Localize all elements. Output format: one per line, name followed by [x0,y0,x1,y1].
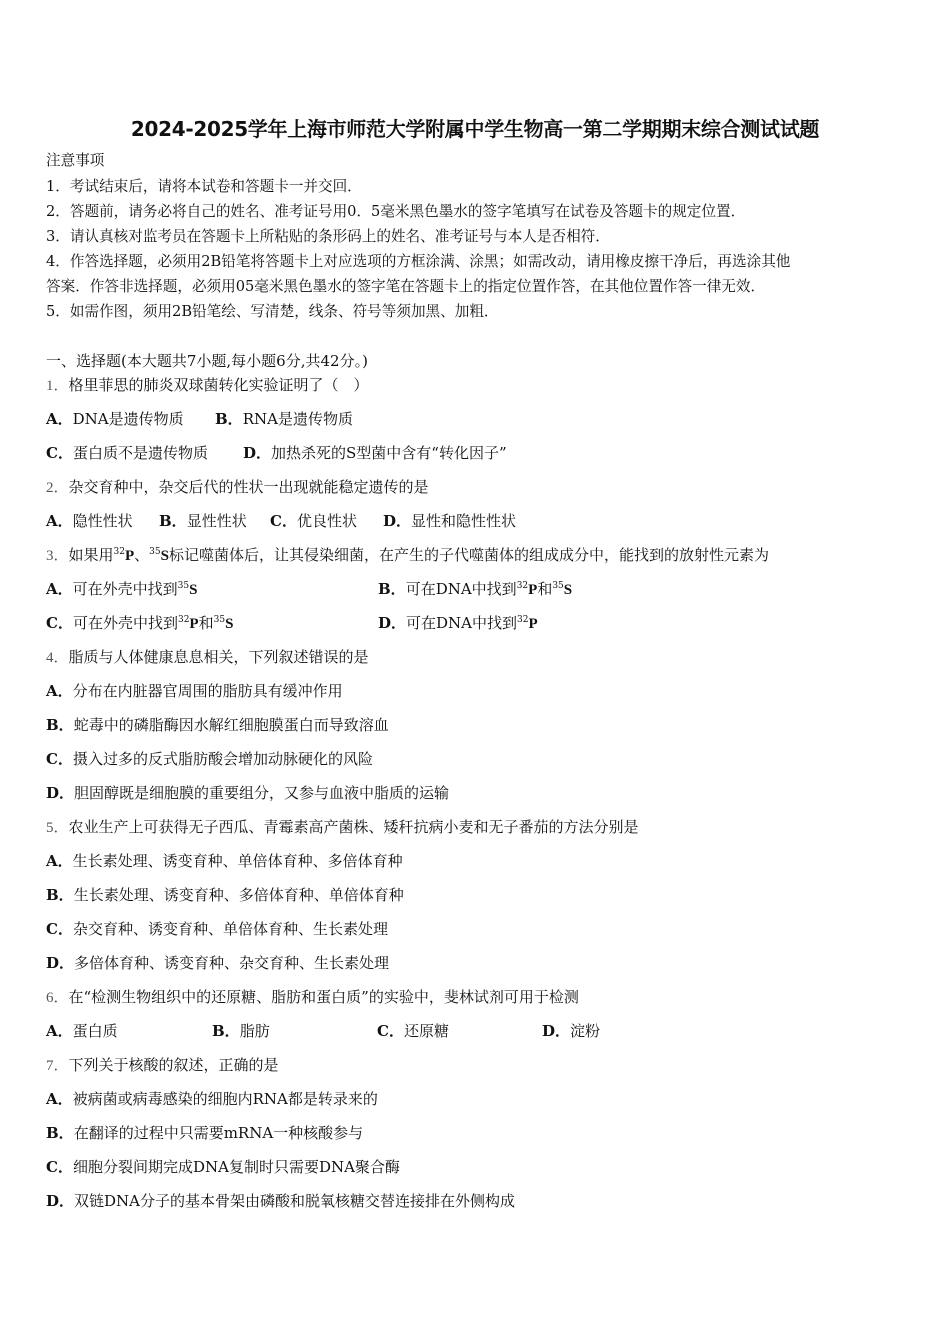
element-symbol: P [189,616,199,632]
question-2 [46,477,429,498]
notice-item: 答案．作答非选择题，必须用05毫米黑色墨水的签字笔在答题卡上的指定位置作答，在其他位置作答一律无效． [46,278,766,295]
option-text: 胆固醇既是细胞膜的重要组分，又参与血液中脂质的运输 [74,784,450,802]
option-3b[interactable] [378,579,572,600]
option-text: 显性性状 [186,512,247,530]
option-text: 显性和隐性性状 [411,512,517,530]
option-3c[interactable] [46,613,233,634]
element-symbol: S [189,582,198,598]
option-letter: D． [46,1192,75,1210]
option-6c[interactable] [377,1021,449,1041]
option-text: 可在DNA中找到 [406,614,518,632]
option-5d[interactable] [46,953,389,973]
option-3a[interactable] [46,579,197,600]
option-letter: C． [46,920,73,938]
element-symbol: S [563,582,573,598]
question-3 [46,545,769,566]
option-text: RNA是遗传物质 [242,410,353,428]
option-6a[interactable] [46,1021,118,1041]
option-5b[interactable] [46,885,404,905]
option-5a[interactable] [46,851,403,871]
option-text: 在翻译的过程中只需要mRNA一种核酸参与 [73,1124,364,1142]
option-4b[interactable] [46,715,389,735]
option-text: 可在外壳中找到 [72,614,178,632]
option-letter: A． [46,852,73,870]
option-1a[interactable] [46,409,184,429]
question-5 [46,817,639,838]
option-letter: B． [46,716,74,734]
option-letter: B． [46,1124,74,1142]
option-4a[interactable] [46,681,343,701]
option-letter: C． [270,512,297,530]
question-7 [46,1055,279,1076]
option-letter: D． [243,444,272,462]
isotope-mass: 32 [113,547,125,557]
notice-item: 1．考试结束后，请将本试卷和答题卡一并交回． [46,178,362,195]
option-4d[interactable] [46,783,449,803]
question-4 [46,647,369,668]
question-stem: 如果用 [68,546,114,564]
option-letter: A． [46,1022,73,1040]
option-2d[interactable] [383,511,516,531]
isotope-mass: 35 [149,547,161,557]
option-letter: C． [46,1158,73,1176]
option-text: 优良性状 [296,512,357,530]
option-7b[interactable] [46,1123,363,1143]
question-stem: 在“检测生物组织中的还原糖、脂肪和蛋白质”的实验中，斐林试剂可用于检测 [68,988,579,1006]
option-5c[interactable] [46,919,388,939]
option-4c[interactable] [46,749,373,769]
option-6b[interactable] [212,1021,270,1041]
question-1 [46,375,369,396]
option-text: 淀粉 [570,1022,601,1040]
isotope-mass: 32 [517,615,529,625]
notice-item: 4．作答选择题，必须用2B铅笔将答题卡上对应选项的方框涂满、涂黑；如需改动，请用橡皮擦干净后，再选涂其他 [46,253,791,270]
conjunction: 和 [198,614,214,632]
option-letter: A． [46,410,73,428]
isotope-mass: 32 [516,581,529,591]
option-letter: A． [46,580,73,598]
option-7a[interactable] [46,1089,378,1109]
question-number: 5． [46,820,69,836]
option-letter: B． [46,886,74,904]
option-letter: D． [542,1022,571,1040]
question-stem: 格里菲思的肺炎双球菌转化实验证明了（ ） [68,376,369,394]
question-stem: 农业生产上可获得无子西瓜、青霉素高产菌株、矮秆抗病小麦和无子番茄的方法分别是 [68,818,639,836]
element-symbol: S [160,548,169,564]
option-7d[interactable] [46,1191,515,1211]
option-text: 杂交育种、诱变育种、单倍体育种、生长素处理 [72,920,388,938]
option-letter: D． [46,954,75,972]
option-2a[interactable] [46,511,133,531]
option-text: 生长素处理、诱变育种、单倍体育种、多倍体育种 [72,852,403,870]
option-text: 隐性性状 [72,512,133,530]
option-letter: A． [46,512,73,530]
option-text: 脂肪 [239,1022,270,1040]
option-letter: B． [212,1022,240,1040]
option-6d[interactable] [542,1021,600,1041]
option-text: 蛋白质 [72,1022,118,1040]
option-1c[interactable] [46,443,208,463]
isotope-mass: 35 [552,581,564,591]
element-symbol: S [225,616,234,632]
question-stem: 脂质与人体健康息息相关，下列叙述错误的是 [68,648,369,666]
option-text: 蛋白质不是遗传物质 [72,444,208,462]
option-letter: D． [378,614,407,632]
notice-heading: 注意事项 [46,152,105,169]
option-text: 加热杀死的S型菌中含有“转化因子” [271,444,507,462]
question-number: 2． [46,480,69,496]
option-letter: A． [46,1090,73,1108]
option-text: 还原糖 [403,1022,449,1040]
option-text: 分布在内脏器官周围的脂肪具有缓冲作用 [72,682,343,700]
option-3d[interactable] [378,613,538,634]
isotope-mass: 35 [213,615,226,625]
notice-item: 5．如需作图，须用2B铅笔绘、写清楚，线条、符号等须加黑、加粗． [46,303,499,320]
question-number: 4． [46,650,69,666]
option-text: 可在外壳中找到 [72,580,178,598]
option-2c[interactable] [270,511,357,531]
option-text: 双链DNA分子的基本骨架由磷酸和脱氧核糖交替连接排在外侧构成 [74,1192,516,1210]
option-letter: D． [383,512,412,530]
conjunction: 和 [537,580,553,598]
option-7c[interactable] [46,1157,400,1177]
question-stem: 杂交育种中，杂交后代的性状一出现就能稳定遗传的是 [68,478,429,496]
option-letter: C． [377,1022,404,1040]
option-text: DNA是遗传物质 [72,410,184,428]
option-text: 细胞分裂间期完成DNA复制时只需要DNA聚合酶 [72,1158,400,1176]
option-1d[interactable] [243,443,507,463]
question-number: 1． [46,378,69,394]
option-letter: A． [46,682,73,700]
element-symbol: P [528,616,538,632]
question-number: 3． [46,548,69,564]
question-6 [46,987,579,1008]
option-letter: B． [215,410,243,428]
option-letter: B． [378,580,406,598]
option-text: 被病菌或病毒感染的细胞内RNA都是转录来的 [72,1090,378,1108]
option-letter: C． [46,750,73,768]
option-letter: C． [46,614,73,632]
option-text: 可在DNA中找到 [405,580,517,598]
isotope-mass: 35 [177,581,190,591]
element-symbol: P [528,582,538,598]
notice-item: 2．答题前，请务必将自己的姓名、准考证号用0．5毫米黑色墨水的签字笔填写在试卷及答题卡的规定位置． [46,203,746,220]
option-text: 生长素处理、诱变育种、多倍体育种、单倍体育种 [73,886,404,904]
option-letter: C． [46,444,73,462]
option-text: 多倍体育种、诱变育种、杂交育种、生长素处理 [74,954,390,972]
question-stem: 下列关于核酸的叙述，正确的是 [68,1056,279,1074]
question-number: 6． [46,990,69,1006]
option-2b[interactable] [159,511,247,531]
option-letter: D． [46,784,75,802]
option-text: 摄入过多的反式脂肪酸会增加动脉硬化的风险 [72,750,373,768]
section-heading: 一、选择题(本大题共7小题,每小题6分,共42分。) [46,352,368,370]
option-1b[interactable] [215,409,353,429]
notice-item: 3．请认真核对监考员在答题卡上所粘贴的条形码上的姓名、准考证号与本人是否相符． [46,228,610,245]
element-symbol: P [124,548,135,564]
question-number: 7． [46,1058,69,1074]
exam-title: 2024-2025学年上海市师范大学附属中学生物高一第二学期期末综合测试试题 [130,117,820,141]
separator: 、 [134,546,150,564]
option-text: 蛇毒中的磷脂酶因水解红细胞膜蛋白而导致溶血 [73,716,389,734]
question-stem: 标记噬菌体后，让其侵染细菌，在产生的子代噬菌体的组成成分中，能找到的放射性元素为 [168,546,769,564]
option-letter: B． [159,512,187,530]
isotope-mass: 32 [177,615,190,625]
